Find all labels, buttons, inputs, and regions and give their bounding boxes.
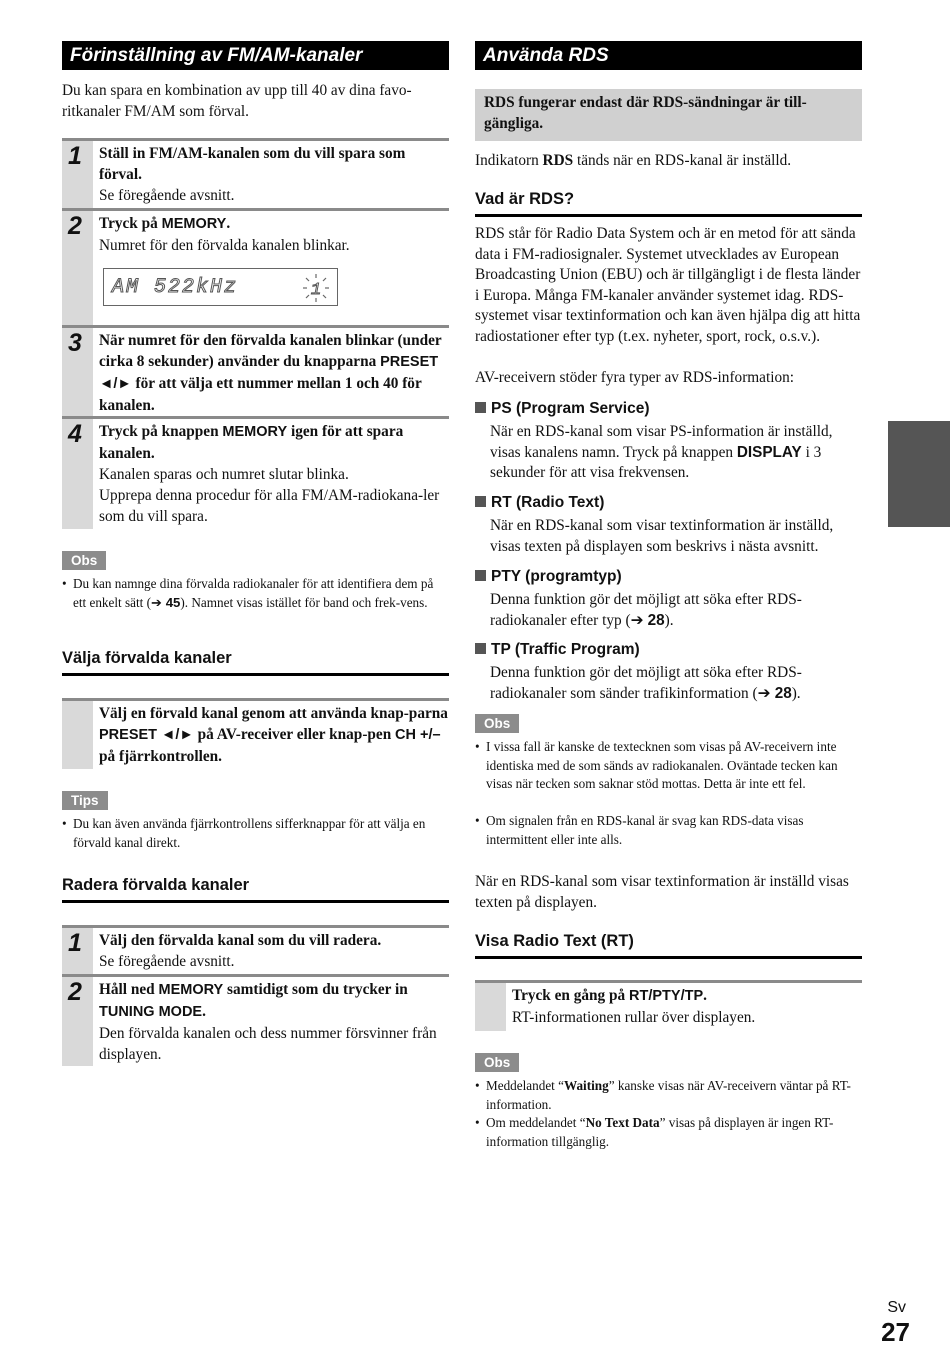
chapter-tab-marker xyxy=(888,421,950,527)
what-is-rds-text: RDS står för Radio Data System och är en metod för att sända data i FM-radiosignaler. Systemet utvecklades av European Broadcasting Union (EBU) och är tillgängligt i de flesta länder i Europa. Många FM-kanaler använder systemet idag. RDS-systemet visar textinformation och kan även hjälpa dig att hitta radiostationer efter typ (t.ex. nyheter, sport, rock, o.s.v.). xyxy=(475,225,861,345)
ch-key-label: CH +/– xyxy=(395,727,441,743)
pty-heading: PTY (programtyp) xyxy=(475,568,622,586)
step-number: 2 xyxy=(68,978,82,1006)
rt-text: När en RDS-kanal som visar textinformation är inställd, visas texten på displayen som beskrivs i nästa avsnitt. xyxy=(490,517,834,555)
step-detail: RT-informationen rullar över displayen. xyxy=(512,1009,756,1026)
step-instruction: Ställ in FM/AM-kanalen som du vill spara som förval. xyxy=(99,145,406,183)
square-bullet-icon xyxy=(475,643,486,654)
step-number: 1 xyxy=(68,929,82,957)
tp-text: Denna funktion gör det möjligt att söka efter RDS-radiokanaler som sänder trafikinformation (➔ 28). xyxy=(490,664,802,702)
step-detail: Se föregående avsnitt. xyxy=(99,187,235,204)
square-bullet-icon xyxy=(475,402,486,413)
obs-note-rds-1: • I vissa fall är kanske de textecknen som visas på AV-receivern inte identiska med de som sänds av radiokanalen. Oväntade tecken kan visas när tecken som saknar stöd mottas. Detta är inte ett fel. xyxy=(475,739,838,791)
memory-key-label: MEMORY xyxy=(161,216,227,232)
pty-text: Denna funktion gör det möjligt att söka efter RDS-radiokanaler efter typ (➔ 28). xyxy=(490,591,802,629)
step-instruction: Tryck på knappen MEMORY igen för att spara kanalen. xyxy=(99,423,404,462)
preset-step-2 xyxy=(62,208,449,325)
radio-text-heading: Visa Radio Text (RT) xyxy=(475,932,862,959)
tips-label: Tips xyxy=(62,791,108,810)
rds-indicator-text: Indikatorn RDS tänds när en RDS-kanal är inställd. xyxy=(475,152,792,169)
page-number: 27 xyxy=(881,1317,910,1347)
what-is-rds-heading: Vad är RDS? xyxy=(475,190,862,217)
obs-note-rt-1: • Meddelandet “Waiting” kanske visas när AV-receivern väntar på RT-information. xyxy=(475,1078,851,1112)
obs-label: Obs xyxy=(62,551,106,570)
square-bullet-icon xyxy=(475,570,486,581)
language-label: Sv xyxy=(887,1299,906,1316)
rt-heading: RT (Radio Text) xyxy=(475,494,604,512)
obs-note-rt-2: • Om meddelandet “No Text Data” visas på displayen är ingen RT-information tillgänglig. xyxy=(475,1115,834,1149)
preset-key-label: PRESET ◄/► xyxy=(99,727,194,743)
preset-step-1 xyxy=(62,138,449,208)
obs-note: • Du kan namnge dina förvalda radiokanaler för att identifiera dem på ett enkelt sätt (➔ 45). Namnet visas istället för band och frek-vens. xyxy=(62,576,434,610)
step-detail: Den förvalda kanalen och dess nummer försvinner från displayen. xyxy=(99,1025,437,1063)
step-number: 1 xyxy=(68,142,82,170)
step-number: 2 xyxy=(68,212,82,240)
step-number: 3 xyxy=(68,329,82,357)
step-instruction: Tryck en gång på RT/PTY/TP. xyxy=(512,987,707,1004)
square-bullet-icon xyxy=(475,496,486,507)
step-number: 4 xyxy=(68,420,82,448)
tp-heading: TP (Traffic Program) xyxy=(475,641,640,659)
tuning-mode-key-label: TUNING MODE xyxy=(99,1004,203,1020)
presets-intro: Du kan spara en kombination av upp till 40 av dina favo-ritkanaler FM/AM som förval. xyxy=(62,82,412,120)
delete-step-2 xyxy=(62,974,449,1066)
rds-availability-box: RDS fungerar endast där RDS-sändningar är till-gängliga. xyxy=(475,89,862,141)
memory-key-label: MEMORY xyxy=(222,424,288,440)
display-illustration xyxy=(103,268,338,306)
rds-text-display-info: När en RDS-kanal som visar textinformation är inställd visas texten på displayen. xyxy=(475,873,849,911)
step-detail: Kanalen sparas och numret slutar blinka. xyxy=(99,466,349,483)
ps-heading: PS (Program Service) xyxy=(475,400,650,418)
obs-label-rds: Obs xyxy=(475,714,519,733)
rds-types-intro: AV-receivern stöder fyra typer av RDS-information: xyxy=(475,369,795,386)
select-preset-step xyxy=(62,698,449,769)
tips-note: • Du kan även använda fjärrkontrollens sifferknappar för att välja en förvald kanal direkt. xyxy=(62,816,426,850)
preset-step-3 xyxy=(62,325,449,416)
blinking-preset-icon xyxy=(300,273,332,303)
section-header-rds: Använda RDS xyxy=(475,41,862,70)
ps-text: När en RDS-kanal som visar PS-information är inställd, visas kanalens namn. Tryck på knappen DISPLAY i 3 sekunder för att visa frekvensen. xyxy=(490,423,833,481)
step-instruction: När numret för den förvalda kanalen blinkar (under cirka 8 sekunder) använder du knapparna PRESET ◄/► för att välja ett nummer mellan 1 och 40 för kanalen. xyxy=(99,332,442,414)
section-header-presets: Förinställning av FM/AM-kanaler xyxy=(62,41,449,70)
step-detail: Numret för den förvalda kanalen blinkar. xyxy=(99,237,350,254)
display-key-label: DISPLAY xyxy=(736,443,802,461)
step-detail: Se föregående avsnitt. xyxy=(99,953,235,970)
obs-label-rt: Obs xyxy=(475,1053,519,1072)
radio-text-step xyxy=(475,980,862,1031)
select-presets-heading: Välja förvalda kanaler xyxy=(62,649,449,676)
step-detail-2: Upprepa denna procedur för alla FM/AM-radiokana-ler som du vill spara. xyxy=(99,487,440,525)
delete-step-1 xyxy=(62,925,449,974)
display-frequency-text: AM 522kHz xyxy=(112,276,239,299)
preset-number: 1 xyxy=(310,281,322,300)
preset-key-label: PRESET ◄/► xyxy=(99,354,439,392)
delete-presets-heading: Radera förvalda kanaler xyxy=(62,876,449,903)
step-instruction: Välj en förvald kanal genom att använda knap-parna PRESET ◄/► på AV-receiver eller knap-pen CH +/– på fjärrkontrollen. xyxy=(99,705,448,765)
obs-note-rds-2: • Om signalen från en RDS-kanal är svag kan RDS-data visas intermittent eller inte alls. xyxy=(475,813,804,847)
step-instruction: Håll ned MEMORY samtidigt som du trycker in TUNING MODE. xyxy=(99,981,408,1020)
rt-pty-tp-key-label: RT/PTY/TP xyxy=(629,988,704,1004)
step-instruction: Tryck på MEMORY. xyxy=(99,215,231,232)
memory-key-label: MEMORY xyxy=(158,982,224,998)
step-instruction: Välj den förvalda kanal som du vill radera. xyxy=(99,932,382,949)
preset-step-4 xyxy=(62,416,449,529)
